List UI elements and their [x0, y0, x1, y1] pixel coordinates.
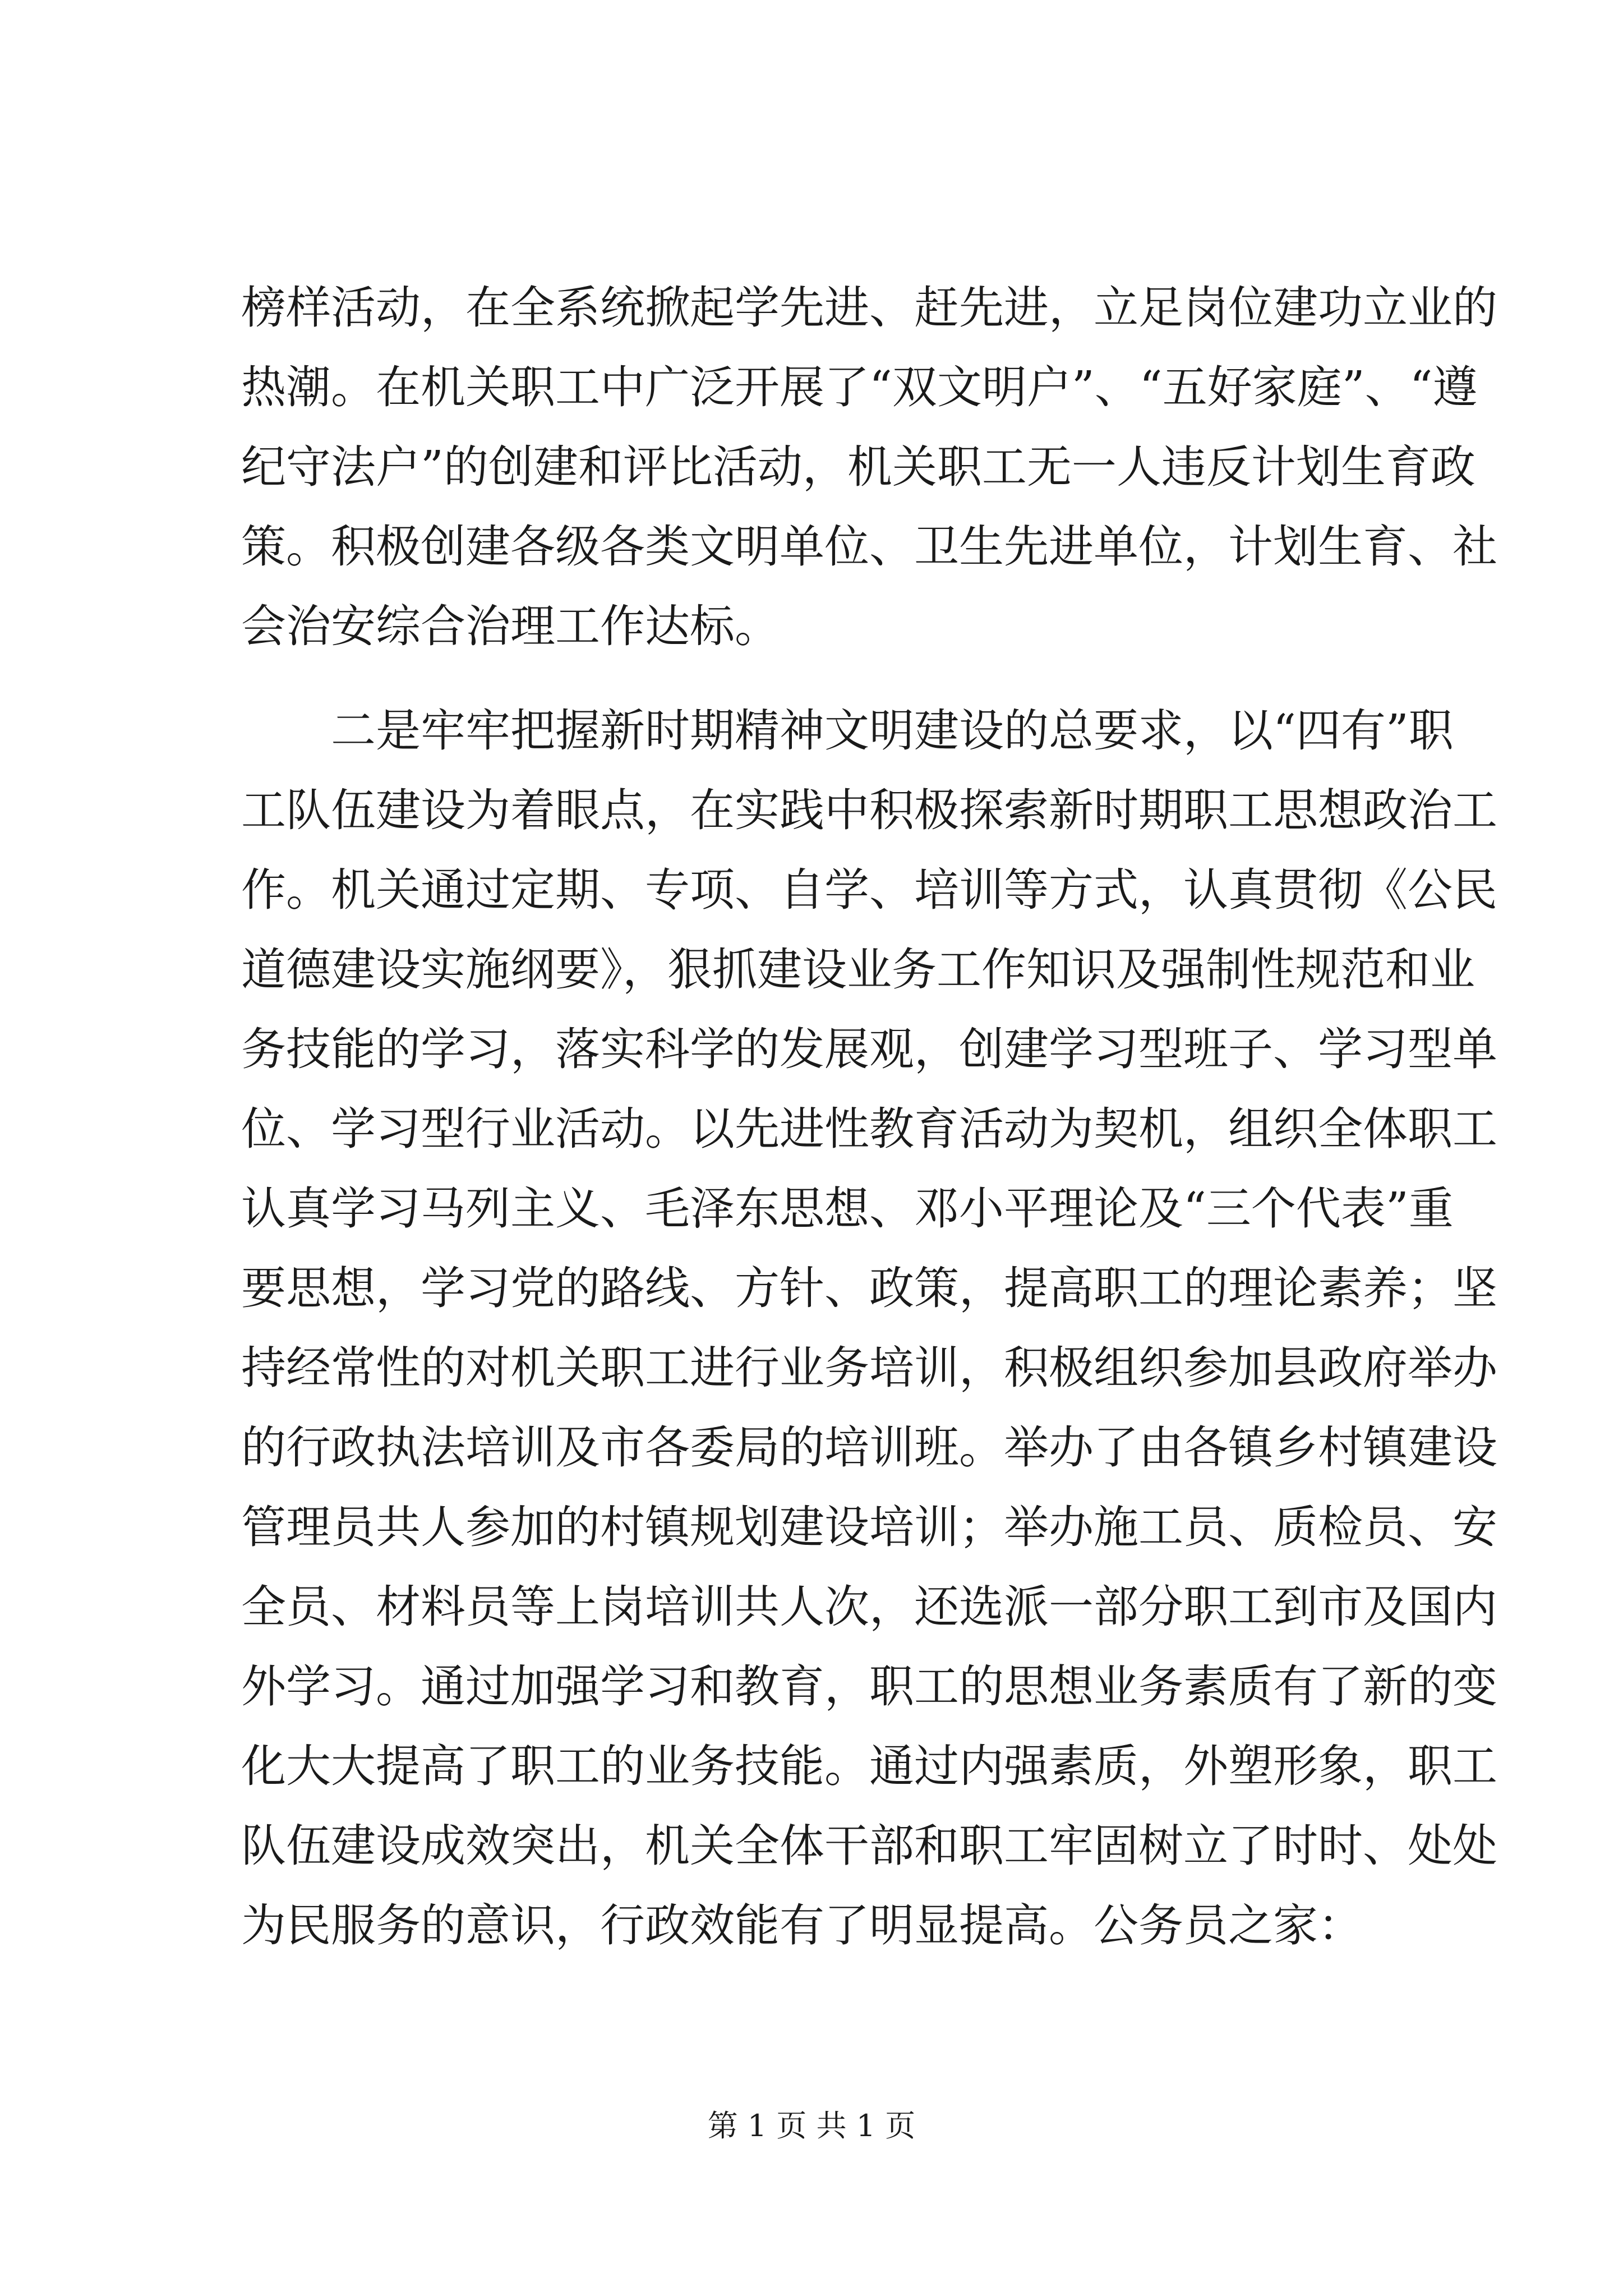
text-line: 策。积极创建各级各类文明单位、卫生先进单位，计划生育、社	[241, 521, 1497, 573]
text-line: 化大大提高了职工的业务技能。通过内强素质，外塑形象，职工	[241, 1740, 1497, 1792]
paragraph-1	[241, 268, 1497, 666]
paragraph-2	[241, 691, 1497, 1966]
text-line: 持经常性的对机关职工进行业务培训，积极组织参加县政府举办	[241, 1342, 1497, 1394]
text-line: 为民服务的意识，行政效能有了明显提高。公务员之家：	[241, 1899, 1363, 1952]
paragraph-gap	[241, 666, 1417, 691]
text-line: 要思想，学习党的路线、方针、政策，提高职工的理论素养；坚	[241, 1262, 1497, 1314]
text-line: 位、学习型行业活动。以先进性教育活动为契机，组织全体职工	[241, 1103, 1497, 1155]
text-line: 二是牢牢把握新时期精神文明建设的总要求，以“四有”职	[331, 705, 1454, 757]
text-line: 会治安综合治理工作达标。	[241, 600, 780, 652]
page-footer	[0, 2106, 1623, 2146]
text-line: 纪守法户”的创建和评比活动，机关职工无一人违反计划生育政	[241, 441, 1476, 493]
text-line: 作。机关通过定期、专项、自学、培训等方式，认真贯彻《公民	[241, 864, 1497, 916]
text-line: 榜样活动，在全系统掀起学先进、赶先进，立足岗位建功立业的	[241, 282, 1497, 334]
text-line: 热潮。在机关职工中广泛开展了“双文明户”、“五好家庭”、“遵	[241, 361, 1478, 413]
text-line: 全员、材料员等上岗培训共人次，还选派一部分职工到市及国内	[241, 1581, 1497, 1633]
text-line: 队伍建设成效突出，机关全体干部和职工牢固树立了时时、处处	[241, 1820, 1497, 1872]
text-line: 务技能的学习，落实科学的发展观，创建学习型班子、学习型单	[241, 1023, 1497, 1075]
text-line: 外学习。通过加强学习和教育，职工的思想业务素质有了新的变	[241, 1660, 1497, 1713]
text-line: 工队伍建设为着眼点，在实践中积极探索新时期职工思想政治工	[241, 784, 1497, 836]
text-line: 管理员共人参加的村镇规划建设培训；举办施工员、质检员、安	[241, 1501, 1497, 1553]
document-body	[241, 268, 1497, 1966]
page-number-label: 第 1 页 共 1 页	[707, 2108, 916, 2143]
text-line: 的行政执法培训及市各委局的培训班。举办了由各镇乡村镇建设	[241, 1421, 1497, 1474]
text-line: 认真学习马列主义、毛泽东思想、邓小平理论及“三个代表”重	[241, 1182, 1454, 1235]
text-line: 道德建设实施纲要》，狠抓建设业务工作知识及强制性规范和业	[241, 944, 1475, 996]
